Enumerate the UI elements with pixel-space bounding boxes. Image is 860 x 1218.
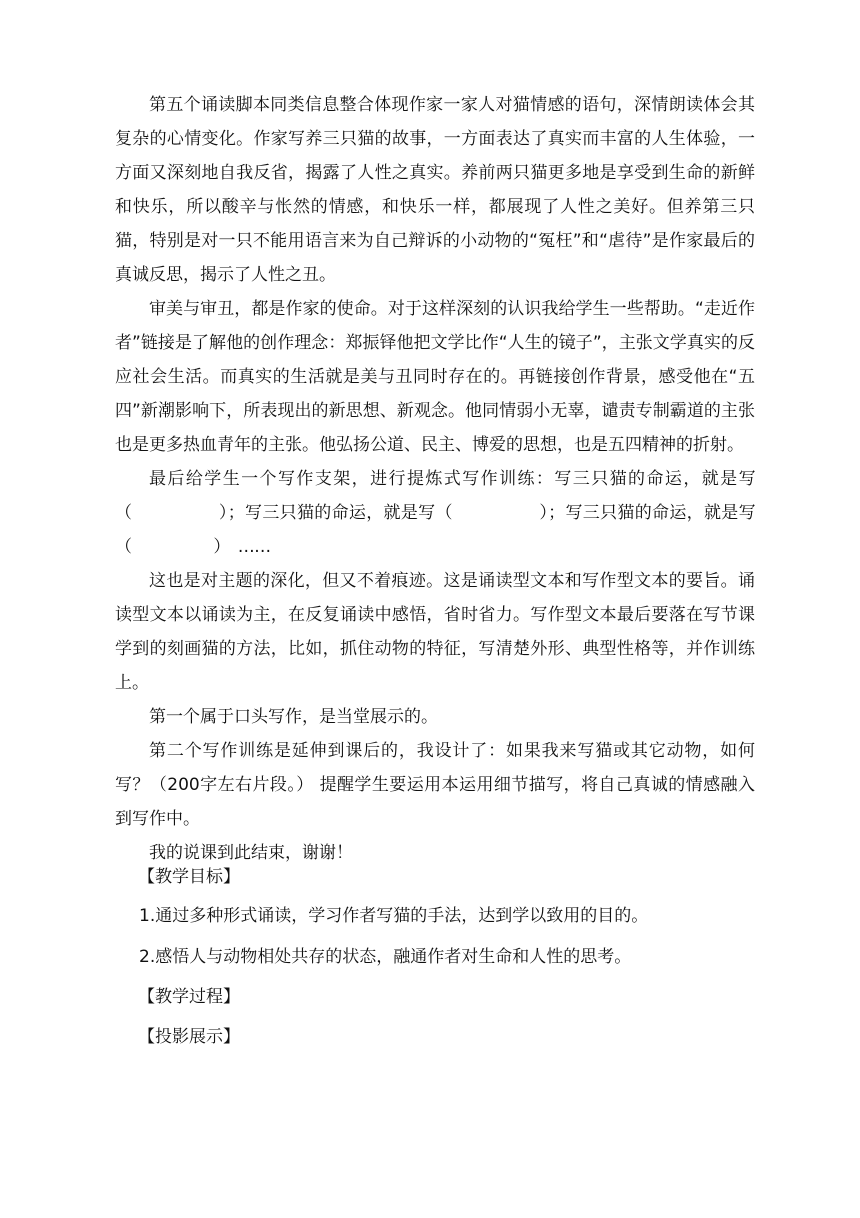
goal-item: 2.感悟人与动物相处共存的状态，融通作者对生命和人性的思考。 [139, 947, 632, 967]
process-heading: 【教学过程】 [138, 987, 240, 1007]
goal-item: 1.通过多种形式诵读，学习作者写猫的手法，达到学以致用的目的。 [139, 906, 649, 926]
paragraph-closing: 我的说课到此结束，谢谢！ [149, 843, 353, 863]
paragraph-theme-deepening: 这也是对主题的深化，但又不着痕迹。这是诵读型文本和写作型文本的要旨。诵读型文本以诵读为主，在反复诵读中感悟，省时省力。写作型文本最后要落在写节课学到的刻画猫的方法，比如，抓住动物的特征，写清楚外形、典型性格等，并作训练上。 [115, 571, 755, 693]
paragraph-writing-scaffold: 最后给学生一个写作支架，进行提炼式写作训练：写三只猫的命运，就是写（ ）；写三只猫的命运，就是写（ ）；写三只猫的命运，就是写（ ） …… [115, 469, 755, 557]
paragraph-second-writing: 第二个写作训练是延伸到课后的，我设计了：如果我来写猫或其它动物，如何写？（200字左右片段。） 提醒学生要运用本运用细节描写，将自己真诚的情感融入到写作中。 [115, 741, 755, 829]
lesson-body [115, 88, 755, 870]
paragraph-aesthetics: 审美与审丑，都是作家的使命。对于这样深刻的认识我给学生一些帮助。“走近作者”链接是了解他的创作理念：郑振铎他把文学比作“人生的镜子”，主张文学真实的反应社会生活。而真实的生活就是美与丑同时存在的。再链接创作背景，感受他在“五四”新潮影响下，所表现出的新思想、新观念。他同情弱小无辜，谴责专制霸道的主张也是更多热血青年的主张。他弘扬公道、民主、博爱的思想，也是五四精神的折射。 [115, 299, 755, 455]
paragraph-oral-writing: 第一个属于口头写作，是当堂展示的。 [149, 707, 438, 727]
teaching-outline [115, 860, 755, 1055]
projection-heading: 【投影展示】 [138, 1027, 240, 1047]
paragraph-reading-script: 第五个诵读脚本同类信息整合体现作家一家人对猫情感的语句，深情朗读体会其复杂的心情变化。作家写养三只猫的故事，一方面表达了真实而丰富的人生体验，一方面又深刻地自我反省，揭露了人性之真实。养前两只猫更多地是享受到生命的新鲜和快乐，所以酸辛与怅然的情感，和快乐一样，都展现了人性之美好。但养第三只猫，特别是对一只不能用语言来为自己辩诉的小动物的“冤枉”和“虐待”是作家最后的真诚反思，揭示了人性之丑。 [115, 95, 755, 285]
goals-heading: 【教学目标】 [138, 867, 240, 887]
